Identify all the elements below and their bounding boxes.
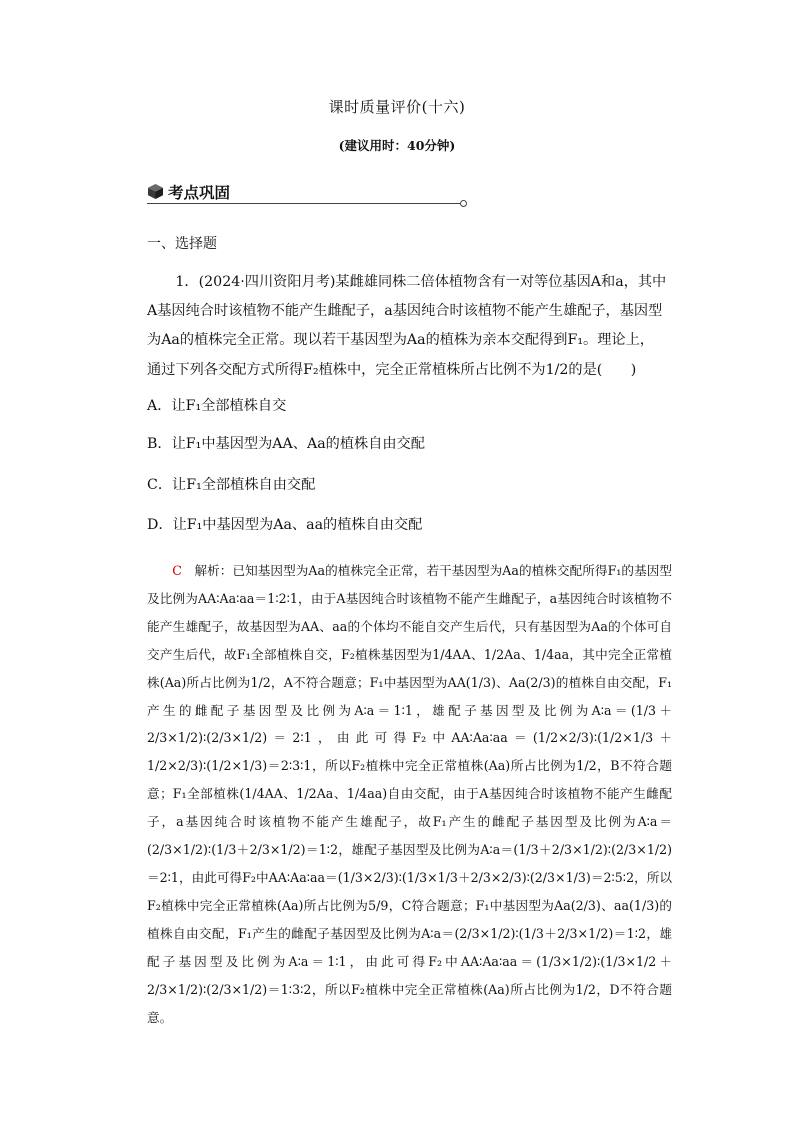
question-stem — [147, 268, 667, 385]
question-text: 1．(2024·四川资阳月考)某雌雄同株二倍体植物含有一对等位基因A和a，其中A基因纯合时该植物不能产生雌配子，a基因纯合时该植物不能产生雄配子，基因型为Aa的植株完全正常。现以若干基因型为Aa的植株为亲本交配得到F₁。理论上，通过下列各交配方式所得F₂植株中，完全正常植株所占比例不为1/2的是( ) — [147, 274, 667, 378]
suggested-time: (建议用时：40分钟) — [338, 138, 456, 153]
cube-icon — [147, 183, 164, 200]
answer-analysis — [147, 557, 672, 1031]
answer-letter: C — [172, 563, 182, 578]
section-header — [147, 180, 467, 206]
option-a: A．让F₁全部植株自交 — [147, 398, 287, 414]
option-c: C．让F₁全部植株自由交配 — [147, 477, 316, 493]
option-d: D．让F₁中基因型为Aa、aa的植株自由交配 — [147, 517, 423, 533]
part-heading: 一、选择题 — [147, 236, 217, 252]
divider-end-dot — [460, 200, 467, 207]
section-divider — [147, 203, 460, 204]
analysis-text: 解析：已知基因型为Aa的植株完全正常，若干基因型为Aa的植株交配所得F₁的基因型及比例为AA∶Aa∶aa＝1∶2∶1，由于A基因纯合时该植物不能产生雌配子，a基因纯合时该植物不能产生雄配子，故基因型为AA、aa的个体均不能自交产生后代，只有基因型为Aa的个体可自交产生后代，故F₁全部植株自交，F₂植株基因型为1/4AA、1/2Aa、1/4aa，其中完全正常植株(Aa)所占比例为1/2，A不符合题意；F₁中基因型为AA(1/3)、Aa(2/3)的植株自由交配，F₁产生的雌配子基因型及比例为A∶a＝1∶1，雄配子基因型及比例为A∶a＝(1/3＋2/3×1/2)∶(2/3×1/2)＝2∶1，由此可得F₂中AA∶Aa∶aa＝(1/2×2/3)∶(1/2×1/3＋1/2×2/3)∶(1/2×1/3)＝2∶3∶1，所以F₂植株中完全正常植株(Aa)所占比例为1/2，B不符合题意；F₁全部植株(1/4AA、1/2Aa、1/4aa)自由交配，由于A基因纯合时该植物不能产生雌配子，a基因纯合时该植物不能产生雄配子，故F₁产生的雌配子基因型及比例为A∶a＝(2/3×1/2)∶(1/3＋2/3×1/2)＝1∶2，雄配子基因型及比例为A∶a＝(1/3＋2/3×1/2)∶(2/3×1/2)＝2∶1，由此可得F₂中AA∶Aa∶aa＝(1/3×2/3)∶(1/3×1/3＋2/3×2/3)∶(2/3×1/3)＝2∶5∶2，所以F₂植株中完全正常植株(Aa)所占比例为5/9，C符合题意；F₁中基因型为Aa(2/3)、aa(1/3)的植株自由交配，F₁产生的雌配子基因型及比例为A∶a＝(2/3×1/2)∶(1/3＋2/3×1/2)＝1∶2，雄配子基因型及比例为A∶a＝1∶1，由此可得F₂中AA∶Aa∶aa＝(1/3×1/2)∶(1/3×1/2＋2/3×1/2)∶(2/3×1/2)＝1∶3∶2，所以F₂植株中完全正常植株(Aa)所占比例为1/2，D不符合题意。 — [147, 563, 672, 1025]
section-label: 考点巩固 — [168, 184, 231, 202]
page-title: 课时质量评价(十六) — [328, 98, 466, 116]
option-b: B．让F₁中基因型为AA、Aa的植株自由交配 — [147, 436, 425, 452]
